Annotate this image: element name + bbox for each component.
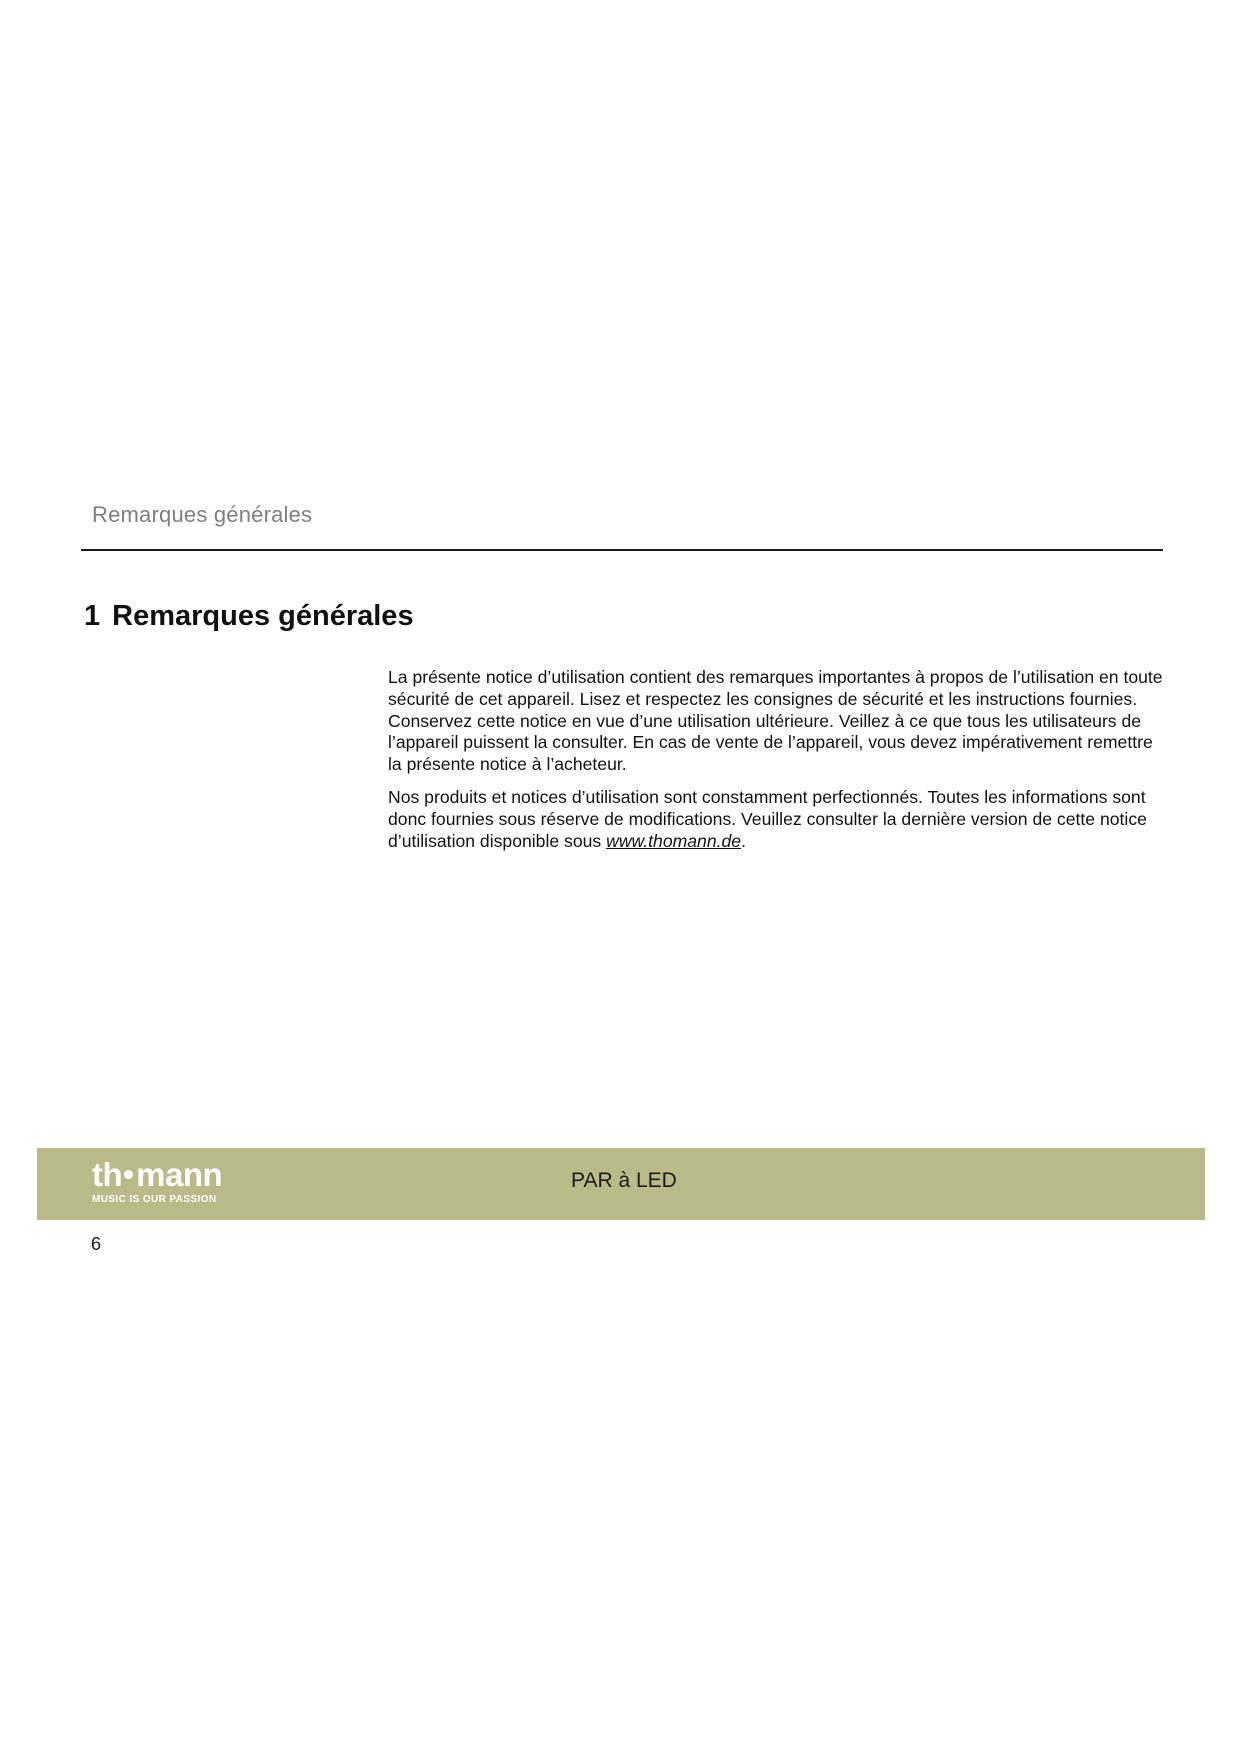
updates-paragraph-text: Nos produits et notices d’utilisation sont constamment perfectionnés. Toutes les informations sont donc fournies sous réserve de modifications. Veuillez consulter la dernière version de cette notice d’utilisation disponible sous — [388, 786, 1147, 851]
intro-paragraph: La présente notice d’utilisation contient des remarques importantes à propos de l’utilisation en toute sécurité de cet appareil. Lisez et respectez les consignes de sécurité et les instructions fournies. Conservez cette notice en vue d’une utilisation ultérieure. Veillez à ce que tous les utilisateurs de l’appareil puissent la consulter. En cas de vente de l’appareil, vous devez impérativement remettre la présente notice à l’acheteur. — [388, 667, 1163, 775]
footer-band — [37, 1148, 1205, 1220]
thomann-website-link[interactable]: www.thomann.de — [606, 830, 742, 851]
updates-paragraph — [388, 787, 1166, 852]
logo-wordmark — [92, 1158, 222, 1192]
chapter-heading — [84, 600, 414, 633]
chapter-number: 1 — [84, 600, 101, 632]
logo-dot-icon — [124, 1170, 133, 1179]
header-divider — [81, 549, 1163, 551]
updates-paragraph-end: . — [741, 830, 746, 851]
logo-wordmark-part2: mann — [136, 1156, 223, 1193]
logo-wordmark-part1: th — [92, 1156, 123, 1193]
running-header: Remarques générales — [92, 502, 313, 527]
chapter-title: Remarques générales — [112, 600, 414, 632]
logo-tagline: MUSIC IS OUR PASSION — [92, 1194, 217, 1205]
page-number: 6 — [91, 1234, 102, 1254]
body-text — [388, 667, 1166, 863]
thomann-logo — [92, 1158, 222, 1205]
product-name: PAR à LED — [571, 1169, 677, 1192]
